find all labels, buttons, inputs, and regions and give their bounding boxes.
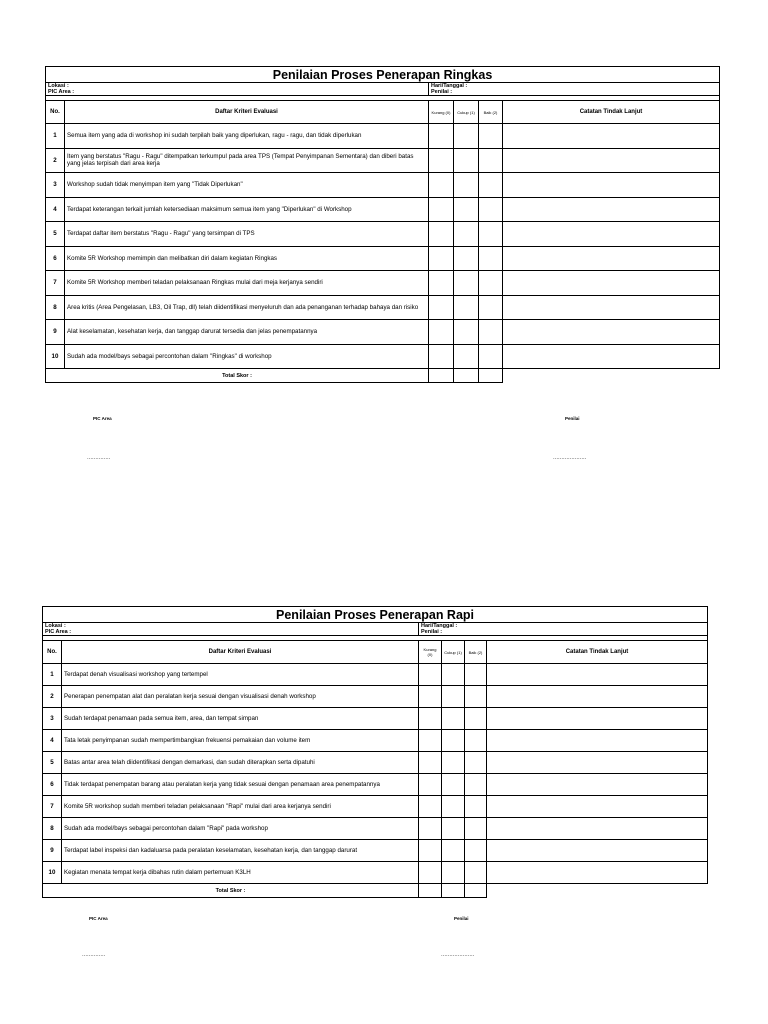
header-no: No. — [46, 101, 65, 124]
row-number: 5 — [43, 752, 62, 774]
score-kurang-cell[interactable] — [429, 222, 454, 247]
sig-line-pic: .............. — [82, 952, 106, 958]
row-number: 6 — [43, 774, 62, 796]
score-baik-cell[interactable] — [465, 708, 487, 730]
row-number: 6 — [46, 246, 65, 271]
score-kurang-cell[interactable] — [419, 664, 442, 686]
score-kurang-cell[interactable] — [429, 246, 454, 271]
row-criteria-text: Komite 5R Workshop memberi teladan pelaksanaan Ringkas mulai dari meja kerjanya sendiri — [65, 271, 429, 296]
score-baik-cell[interactable] — [479, 222, 503, 247]
sig-penilai: Penilai — [565, 416, 580, 421]
score-kurang-cell[interactable] — [419, 840, 442, 862]
criteria-row — [43, 730, 708, 752]
row-number: 9 — [46, 320, 65, 345]
row-criteria-text: Area kritis (Area Pengelasan, LB3, Oil Trap, dll) telah diidentifikasi menyeluruh dan ada penanganan terhadap bahaya dan risiko — [65, 295, 429, 320]
score-kurang-cell[interactable] — [429, 148, 454, 173]
score-cukup-cell[interactable] — [454, 222, 479, 247]
notes-cell[interactable] — [487, 664, 708, 686]
criteria-row — [43, 752, 708, 774]
score-kurang-cell[interactable] — [419, 774, 442, 796]
header-kurang: Kurang (0) — [429, 101, 454, 124]
score-baik-cell[interactable] — [479, 320, 503, 345]
total-label: Total Skor : — [46, 369, 429, 383]
form-title: Penilaian Proses Penerapan Ringkas — [46, 67, 720, 83]
header-no: No. — [43, 641, 62, 664]
score-cukup-cell[interactable] — [442, 774, 465, 796]
score-kurang-cell[interactable] — [429, 271, 454, 296]
form-ringkas-table — [45, 66, 720, 383]
score-kurang-cell[interactable] — [419, 752, 442, 774]
notes-cell[interactable] — [487, 774, 708, 796]
total-blank — [503, 369, 720, 383]
score-baik-cell[interactable] — [465, 862, 487, 884]
criteria-row — [43, 774, 708, 796]
score-kurang-cell[interactable] — [419, 708, 442, 730]
notes-cell[interactable] — [487, 708, 708, 730]
criteria-row — [43, 818, 708, 840]
criteria-row — [46, 246, 720, 271]
pic-area-label: PIC Area : — [46, 89, 429, 96]
lokasi-label: Lokasi : — [46, 83, 429, 90]
penilai-label: Penilai : — [429, 89, 720, 96]
total-row — [43, 884, 708, 898]
notes-cell[interactable] — [487, 796, 708, 818]
row-number: 8 — [46, 295, 65, 320]
row-number: 1 — [46, 124, 65, 149]
criteria-row — [46, 320, 720, 345]
row-criteria-text: Terdapat label inspeksi dan kadaluarsa pada peralatan keselamatan, kesehatan kerja, dan tanggap darurat — [62, 840, 419, 862]
score-cukup-cell[interactable] — [454, 271, 479, 296]
score-cukup-cell[interactable] — [454, 320, 479, 345]
notes-cell[interactable] — [487, 730, 708, 752]
notes-cell[interactable] — [487, 752, 708, 774]
notes-cell[interactable] — [503, 320, 720, 345]
total-row — [46, 369, 720, 383]
score-kurang-cell[interactable] — [429, 124, 454, 149]
score-baik-cell[interactable] — [465, 774, 487, 796]
score-kurang-cell[interactable] — [429, 320, 454, 345]
row-criteria-text: Komite 5R Workshop memimpin dan melibatkan diri dalam kegiatan Ringkas — [65, 246, 429, 271]
total-label: Total Skor : — [43, 884, 419, 898]
score-cukup-cell[interactable] — [442, 664, 465, 686]
score-baik-cell[interactable] — [479, 197, 503, 222]
score-baik-cell[interactable] — [465, 664, 487, 686]
sig-line-penilai: .................... — [553, 455, 587, 461]
criteria-row — [46, 124, 720, 149]
row-criteria-text: Alat keselamatan, kesehatan kerja, dan tanggap darurat tersedia dan jelas penempatannya — [65, 320, 429, 345]
score-cukup-cell[interactable] — [442, 862, 465, 884]
criteria-row — [46, 197, 720, 222]
notes-cell[interactable] — [487, 840, 708, 862]
sig-line-penilai: .................... — [441, 952, 475, 958]
score-cukup-cell[interactable] — [442, 708, 465, 730]
criteria-row — [43, 708, 708, 730]
row-criteria-text: Batas antar area telah diidentifikasi dengan demarkasi, dan sudah diterapkan serta dipatuhi — [62, 752, 419, 774]
score-cukup-cell[interactable] — [442, 796, 465, 818]
total-blank — [487, 884, 708, 898]
score-cukup-cell[interactable] — [442, 818, 465, 840]
notes-cell[interactable] — [503, 271, 720, 296]
header-notes: Catatan Tindak Lanjut — [487, 641, 708, 664]
total-cukup[interactable] — [454, 369, 479, 383]
row-criteria-text: Sudah terdapat penamaan pada semua item, area, dan tempat simpan — [62, 708, 419, 730]
row-criteria-text: Penerapan penempatan alat dan peralatan kerja sesuai dengan visualisasi denah workshop — [62, 686, 419, 708]
row-number: 8 — [43, 818, 62, 840]
criteria-row — [46, 173, 720, 198]
notes-cell[interactable] — [503, 173, 720, 198]
score-cukup-cell[interactable] — [454, 197, 479, 222]
row-criteria-text: Tata letak penyimpanan sudah mempertimbangkan frekuensi pemakaian dan volume item — [62, 730, 419, 752]
notes-cell[interactable] — [503, 246, 720, 271]
score-cukup-cell[interactable] — [442, 840, 465, 862]
row-number: 10 — [46, 344, 65, 369]
criteria-row — [43, 664, 708, 686]
form-title: Penilaian Proses Penerapan Rapi — [43, 607, 708, 623]
row-criteria-text: Terdapat denah visualisasi workshop yang tertempel — [62, 664, 419, 686]
notes-cell[interactable] — [487, 818, 708, 840]
total-kurang[interactable] — [429, 369, 454, 383]
score-baik-cell[interactable] — [465, 752, 487, 774]
form-ringkas — [45, 66, 719, 383]
row-number: 3 — [46, 173, 65, 198]
score-baik-cell[interactable] — [479, 295, 503, 320]
score-baik-cell[interactable] — [465, 818, 487, 840]
notes-cell[interactable] — [487, 862, 708, 884]
row-criteria-text: Kegiatan menata tempat kerja dibahas rutin dalam pertemuan K3LH — [62, 862, 419, 884]
criteria-row — [43, 686, 708, 708]
form-rapi-table — [42, 606, 708, 898]
header-kurang: Kurang (0) — [419, 641, 442, 664]
sig-penilai: Penilai — [454, 916, 469, 921]
row-number: 4 — [43, 730, 62, 752]
score-baik-cell[interactable] — [479, 124, 503, 149]
header-criteria: Daftar Kriteri Evaluasi — [62, 641, 419, 664]
score-kurang-cell[interactable] — [419, 686, 442, 708]
row-criteria-text: Item yang berstatus "Ragu - Ragu" ditempatkan terkumpul pada area TPS (Tempat Penyimpanan Sementara) dan diberi batas yang jelas terpisah dari area kerja — [65, 148, 429, 173]
score-kurang-cell[interactable] — [419, 796, 442, 818]
row-number: 4 — [46, 197, 65, 222]
sig-pic-area: PIC Area — [93, 416, 112, 421]
row-criteria-text: Sudah ada model/bays sebagai percontohan dalam "Rapi" pada workshop — [62, 818, 419, 840]
row-criteria-text: Komite 5R workshop sudah memberi teladan pelaksanaan "Rapi" mulai dari area kerjanya sendiri — [62, 796, 419, 818]
score-kurang-cell[interactable] — [419, 818, 442, 840]
score-cukup-cell[interactable] — [454, 344, 479, 369]
criteria-row — [46, 148, 720, 173]
notes-cell[interactable] — [503, 197, 720, 222]
row-number: 5 — [46, 222, 65, 247]
hari-tanggal-label: Hari/Tanggal : — [419, 623, 708, 630]
score-baik-cell[interactable] — [465, 686, 487, 708]
sig-pic-area: PIC Area — [89, 916, 108, 921]
form-rapi — [42, 606, 707, 898]
header-baik: Baik (2) — [465, 641, 487, 664]
row-criteria-text: Terdapat daftar item berstatus "Ragu - Ragu" yang tersimpan di TPS — [65, 222, 429, 247]
score-kurang-cell[interactable] — [419, 730, 442, 752]
score-baik-cell[interactable] — [465, 796, 487, 818]
total-cukup[interactable] — [442, 884, 465, 898]
notes-cell[interactable] — [503, 295, 720, 320]
row-number: 1 — [43, 664, 62, 686]
sig-line-pic: .............. — [87, 455, 111, 461]
criteria-row — [46, 295, 720, 320]
score-cukup-cell[interactable] — [442, 686, 465, 708]
score-kurang-cell[interactable] — [429, 173, 454, 198]
notes-cell[interactable] — [503, 344, 720, 369]
header-baik: Baik (2) — [479, 101, 503, 124]
row-criteria-text: Workshop sudah tidak menyimpan item yang "Tidak Diperlukan" — [65, 173, 429, 198]
pic-area-label: PIC Area : — [43, 629, 419, 636]
row-criteria-text: Sudah ada model/bays sebagai percontohan dalam "Ringkas" di workshop — [65, 344, 429, 369]
score-kurang-cell[interactable] — [429, 344, 454, 369]
header-row — [43, 641, 708, 664]
criteria-row — [46, 222, 720, 247]
score-cukup-cell[interactable] — [454, 295, 479, 320]
score-cukup-cell[interactable] — [442, 752, 465, 774]
score-kurang-cell[interactable] — [429, 197, 454, 222]
penilai-label: Penilai : — [419, 629, 708, 636]
header-cukup: Cukup (1) — [454, 101, 479, 124]
notes-cell[interactable] — [503, 148, 720, 173]
score-baik-cell[interactable] — [479, 271, 503, 296]
score-cukup-cell[interactable] — [442, 730, 465, 752]
row-number: 10 — [43, 862, 62, 884]
score-cukup-cell[interactable] — [454, 246, 479, 271]
score-baik-cell[interactable] — [479, 148, 503, 173]
row-number: 7 — [46, 271, 65, 296]
score-baik-cell[interactable] — [479, 344, 503, 369]
hari-tanggal-label: Hari/Tanggal : — [429, 83, 720, 90]
criteria-row — [46, 344, 720, 369]
header-notes: Catatan Tindak Lanjut — [503, 101, 720, 124]
notes-cell[interactable] — [487, 686, 708, 708]
criteria-row — [46, 271, 720, 296]
row-number: 2 — [46, 148, 65, 173]
total-kurang[interactable] — [419, 884, 442, 898]
criteria-row — [43, 840, 708, 862]
row-number: 9 — [43, 840, 62, 862]
score-baik-cell[interactable] — [465, 840, 487, 862]
criteria-row — [43, 796, 708, 818]
header-row — [46, 101, 720, 124]
score-cukup-cell[interactable] — [454, 124, 479, 149]
row-number: 3 — [43, 708, 62, 730]
score-kurang-cell[interactable] — [419, 862, 442, 884]
score-baik-cell[interactable] — [479, 246, 503, 271]
notes-cell[interactable] — [503, 124, 720, 149]
header-criteria: Daftar Kriteri Evaluasi — [65, 101, 429, 124]
score-kurang-cell[interactable] — [429, 295, 454, 320]
notes-cell[interactable] — [503, 222, 720, 247]
row-criteria-text: Tidak terdapat penempatan barang atau peralatan kerja yang tidak sesuai dengan penamaan area penempatannya — [62, 774, 419, 796]
row-number: 7 — [43, 796, 62, 818]
row-criteria-text: Terdapat keterangan terkait jumlah ketersediaan maksimum semua item yang "Diperlukan" di Workshop — [65, 197, 429, 222]
row-criteria-text: Semua item yang ada di workshop ini sudah terpilah baik yang diperlukan, ragu - ragu, dan tidak diperlukan — [65, 124, 429, 149]
score-baik-cell[interactable] — [465, 730, 487, 752]
total-baik[interactable] — [465, 884, 487, 898]
header-cukup: Cukup (1) — [442, 641, 465, 664]
score-cukup-cell[interactable] — [454, 148, 479, 173]
total-baik[interactable] — [479, 369, 503, 383]
score-cukup-cell[interactable] — [454, 173, 479, 198]
criteria-row — [43, 862, 708, 884]
row-number: 2 — [43, 686, 62, 708]
lokasi-label: Lokasi : — [43, 623, 419, 630]
score-baik-cell[interactable] — [479, 173, 503, 198]
